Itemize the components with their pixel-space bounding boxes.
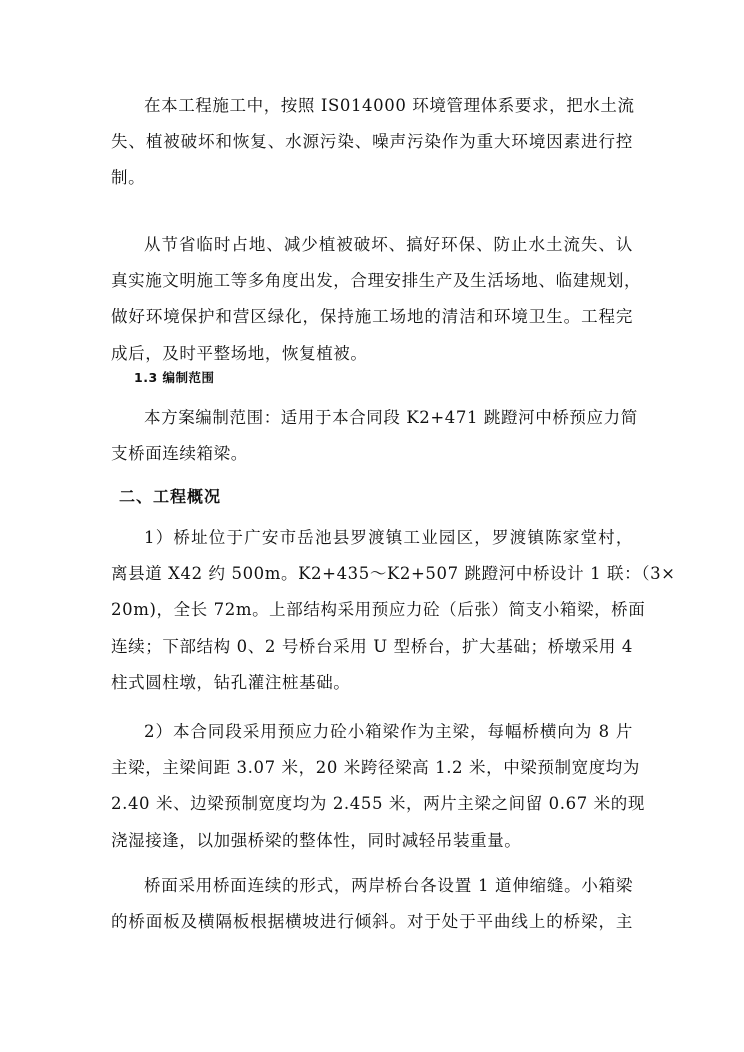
subheading-scope: 1.3 编制范围	[134, 370, 215, 385]
paragraph-bridge-location	[111, 520, 676, 701]
paragraph-environment-control	[111, 88, 633, 197]
paragraph-deck-continuity	[111, 868, 633, 940]
text-line: 柱式圆柱墩，钻孔灌注桩基础。	[111, 672, 351, 692]
paragraph-scope	[111, 400, 638, 472]
text-line: 失、植被破坏和恢复、水源污染、噪声污染作为重大环境因素进行控	[111, 132, 633, 152]
text-line: 成后，及时平整场地，恢复植被。	[111, 343, 368, 363]
text-line: 真实施文明施工等多角度出发，合理安排生产及生活场地、临建规划，	[111, 271, 642, 291]
text-line: 20m)，全长 72m。上部结构采用预应力砼（后张）简支小箱梁，桥面	[111, 600, 646, 620]
text-line: 主梁，主梁间距 3.07 米，20 米跨径梁高 1.2 米，中梁预制宽度均为	[111, 758, 640, 778]
text-line: 的桥面板及横隔板根据横坡进行倾斜。对于处于平曲线上的桥梁，主	[111, 912, 633, 932]
text-line: 2.40 米、边梁预制宽度均为 2.455 米，两片主梁之间留 0.67 米的现	[111, 794, 645, 814]
paragraph-site-management	[111, 227, 642, 372]
paragraph-main-girder	[111, 714, 645, 859]
text-line: 支桥面连续箱梁。	[111, 444, 248, 464]
text-line: 从节省临时占地、减少植被破坏、搞好环保、防止水土流失、认	[144, 235, 633, 254]
section-heading-overview: 二、工程概况	[119, 487, 222, 506]
text-line: 2）本合同段采用预应力砼小箱梁作为主梁，每幅桥横向为 8 片	[144, 722, 633, 741]
text-line: 桥面采用桥面连续的形式，两岸桥台各设置 1 道伸缩缝。小箱梁	[144, 876, 633, 895]
text-line: 在本工程施工中，按照 IS014000 环境管理体系要求，把水土流	[144, 96, 635, 115]
text-line: 本方案编制范围：适用于本合同段 K2+471 跳蹬河中桥预应力简	[144, 408, 638, 427]
text-line: 连续；下部结构 0、2 号桥台采用 U 型桥台，扩大基础；桥墩采用 4	[111, 636, 633, 656]
text-line: 制。	[111, 168, 146, 188]
text-line: 1）桥址位于广安市岳池县罗渡镇工业园区，罗渡镇陈家堂村，	[144, 528, 633, 547]
text-line: 浇湿接逢，以加强桥梁的整体性，同时减轻吊装重量。	[111, 830, 522, 850]
text-line: 做好环境保护和营区绿化，保持施工场地的清洁和环境卫生。工程完	[111, 307, 633, 327]
text-line: 离县道 X42 约 500m。K2+435～K2+507 跳蹬河中桥设计 1 联：（3×	[111, 564, 676, 584]
